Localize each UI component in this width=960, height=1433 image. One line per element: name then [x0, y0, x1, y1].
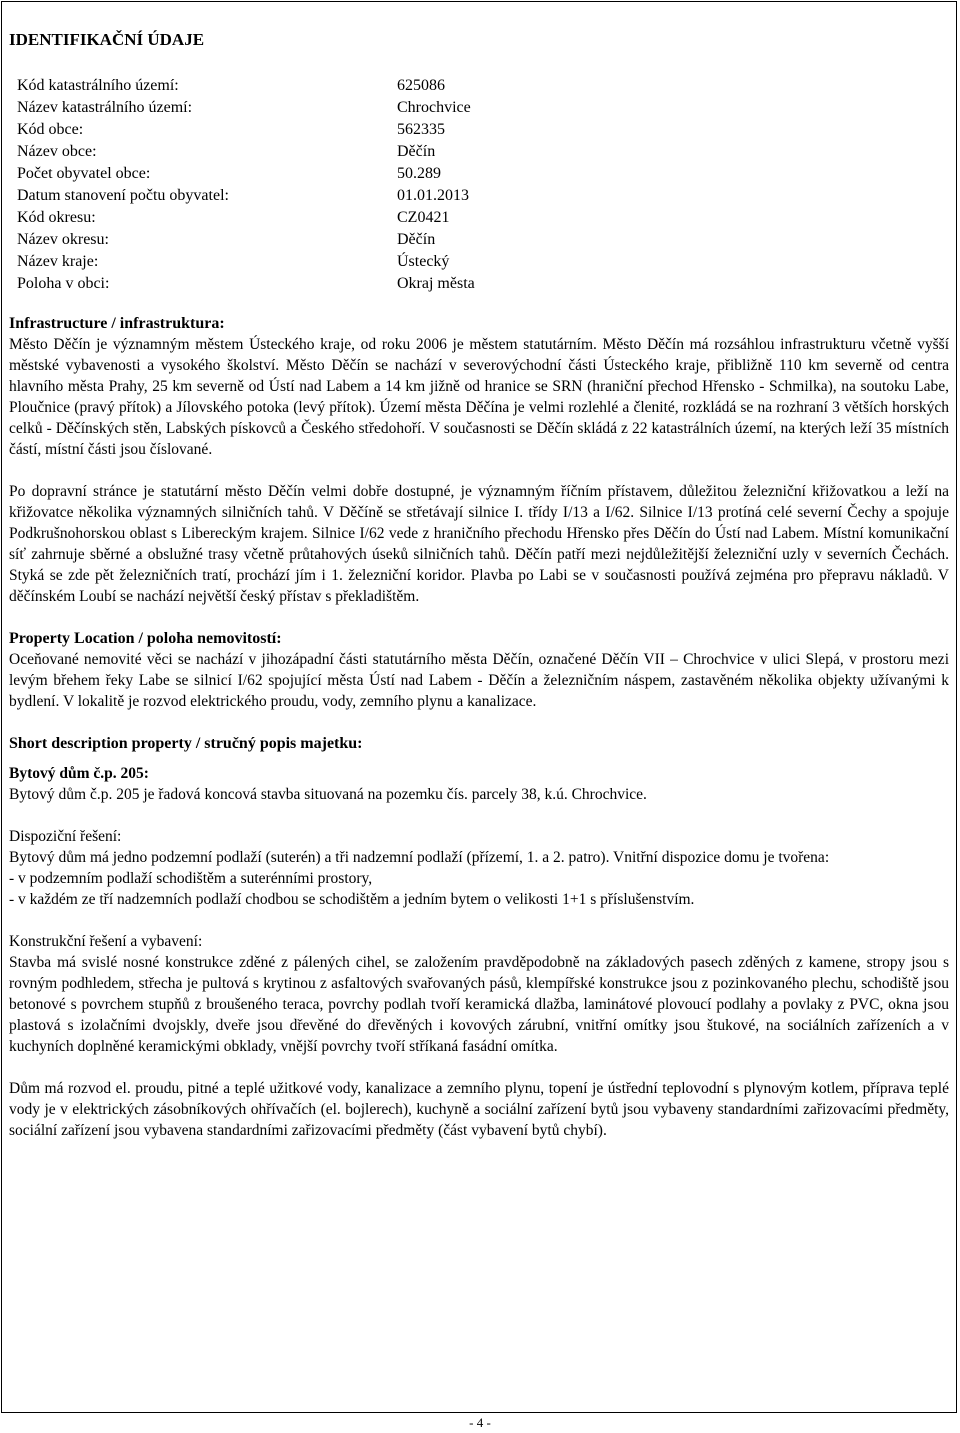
location-heading: Property Location / poloha nemovitostí: [9, 630, 282, 647]
ident-value: 50.289 [397, 165, 441, 182]
ident-row [17, 75, 949, 97]
ident-value: 625086 [397, 77, 445, 94]
ident-value: CZ0421 [397, 209, 450, 226]
ident-value: Ústecký [397, 253, 450, 270]
disposition-label: Dispoziční řešení: [9, 828, 122, 845]
ident-key: Kód obce: [17, 121, 84, 138]
location-section [9, 628, 949, 712]
short-description-section [9, 733, 949, 805]
ident-key: Název okresu: [17, 231, 109, 248]
ident-row [17, 141, 949, 163]
ident-row [17, 251, 949, 273]
ident-key: Kód katastrálního území: [17, 77, 179, 94]
ident-row [17, 119, 949, 141]
ident-value: 01.01.2013 [397, 187, 469, 204]
disposition-item: - v každém ze tří nadzemních podlaží chodbou se schodištěm a jedním bytem o velikosti 1+1 s příslušenstvím. [9, 891, 695, 908]
identification-table [17, 75, 949, 295]
disposition-section [9, 826, 949, 910]
ident-value: 562335 [397, 121, 445, 138]
ident-row [17, 97, 949, 119]
ident-value: Děčín [397, 231, 436, 248]
ident-key: Kód okresu: [17, 209, 96, 226]
ident-row [17, 185, 949, 207]
page-title: IDENTIFIKAČNÍ ÚDAJE [9, 30, 205, 49]
ident-key: Datum stanovení počtu obyvatel: [17, 187, 229, 204]
ident-row [17, 207, 949, 229]
ident-row [17, 229, 949, 251]
building-subheading: Bytový dům č.p. 205: [9, 765, 149, 782]
infrastructure-paragraph-1: Město Děčín je významným městem Ústeckého kraje, od roku 2006 je městem statutárním. Město Děčín má rozsáhlou infrastrukturu včetně vyšší městské vybavenosti a vysokého školství. Město Děčín se nachází v severovýchodní části Ústeckého kraje, přibližně 110 km severně od centra hlavního města Prahy, 25 km severně od Ústí nad Labem a 14 km jižně od hranice se SRN (hraniční přechod Hřensko - Schmilka), na soutoku Labe, Ploučnice (pravý přítok) a Jílovského potoka (levý přítok). Území města Děčína je velmi rozlehlé a členité, rozkládá se na rozhraní 3 větších horských celků - Děčínských stěn, Labských pískovců a Českého středohoří. V současnosti se Děčín skládá z 22 katastrálních území, na kterých leží 35 místních částí, místní části jsou číslované. [9, 336, 949, 458]
ident-key: Název kraje: [17, 253, 99, 270]
page-number: - 4 - [469, 1415, 491, 1430]
construction-paragraph-2: Dům má rozvod el. proudu, pitné a teplé užitkové vody, kanalizace a zemního plynu, topení je ústřední teplovodní s plynovým kotlem, příprava teplé vody je v elektrických zásobníkových ohřívačích (el. bojlerech), kuchyně a sociální zařízení bytů jsou vybaveny standardními zařizovacími předměty, sociální zařízení jsou vybavena standardními zařizovacími předměty (část vybavení bytů chybí). [9, 1080, 949, 1139]
ident-value: Okraj města [397, 275, 475, 292]
ident-key: Počet obyvatel obce: [17, 165, 151, 182]
ident-row [17, 163, 949, 185]
document-body [9, 28, 949, 1141]
ident-key: Název katastrálního území: [17, 99, 193, 116]
infrastructure-heading: Infrastructure / infrastruktura: [9, 315, 225, 332]
construction-paragraph-1: Stavba má svislé nosné konstrukce zděné z pálených cihel, se založením pravděpodobně na základových pasech zděných z kamene, stropy jsou s rovným podhledem, střecha je pultová s krytinou z asfaltových svařovaných pásů, klempířské konstrukce jsou z pozinkovaného plechu, schodiště jsou betonové s povrchem stupňů z broušeného teraca, povrchy podlah tvoří keramická dlažba, laminátové plovoucí podlahy a povlaky z PVC, okna jsou plastová s izolačními dvojskly, dveře jsou dřevěné do dřevěných i kovových zárubní, vnitřní omítky jsou štukové, na sociálních zařízeních a v kuchyních doplněné keramickými obklady, vnější povrchy tvoří stříkaná fasádní omítka. [9, 954, 949, 1055]
infrastructure-section [9, 313, 949, 607]
ident-value: Děčín [397, 143, 436, 160]
ident-key: Poloha v obci: [17, 275, 110, 292]
infrastructure-paragraph-2: Po dopravní stránce je statutární město Děčín velmi dobře dostupné, je významným říčním přístavem, důležitou železniční křižovatkou a leží na křižovatce několika významných silničních tahů. V Děčíně se střetávají silnice I. třídy I/13 a I/62. Silnice I/13 protíná celé severní Čechy a spojuje Podkrušnohorskou oblast s Libereckým krajem. Silnice I/62 vede z hraničního přechodu Hřensko přes Děčín do Ústí nad Labem. Místní komunikační síť zahrnuje sběrné a obslužné trasy včetně průtahových úseků silničních tahů. Děčín patří mezi nejdůležitější železniční uzly v severních Čechách. Styká se zde pět železničních tratí, prochází jím i 1. železniční koridor. Plavba po Labi se v současnosti používá zejména pro přepravu nákladů. V děčínském Loubí se nachází největší český přístav s překladištěm. [9, 483, 949, 605]
building-paragraph: Bytový dům č.p. 205 je řadová koncová stavba situovaná na pozemku čís. parcely 38, k.ú. Chrochvice. [9, 786, 647, 803]
construction-section [9, 931, 949, 1141]
location-paragraph: Oceňované nemovité věci se nachází v jihozápadní části statutárního města Děčín, označené Děčín VII – Chrochvice v ulici Slepá, v prostoru mezi levým břehem řeky Labe se silnicí I/62 spojující města Ústí nad Labem - Děčín a železničním náspem, zastavěném několika objekty užívanými k bydlení. V lokalitě je rozvod elektrického proudu, vody, zemního plynu a kanalizace. [9, 651, 949, 710]
disposition-paragraph: Bytový dům má jedno podzemní podlaží (suterén) a tři nadzemní podlaží (přízemí, 1. a 2. patro). Vnitřní dispozice domu je tvořena: [9, 849, 830, 866]
short-description-heading: Short description property / stručný popis majetku: [9, 735, 363, 752]
ident-value: Chrochvice [397, 99, 471, 116]
ident-key: Název obce: [17, 143, 97, 160]
construction-label: Konstrukční řešení a vybavení: [9, 933, 203, 950]
disposition-item: - v podzemním podlaží schodištěm a suterénními prostory, [9, 870, 373, 887]
ident-row [17, 273, 949, 295]
